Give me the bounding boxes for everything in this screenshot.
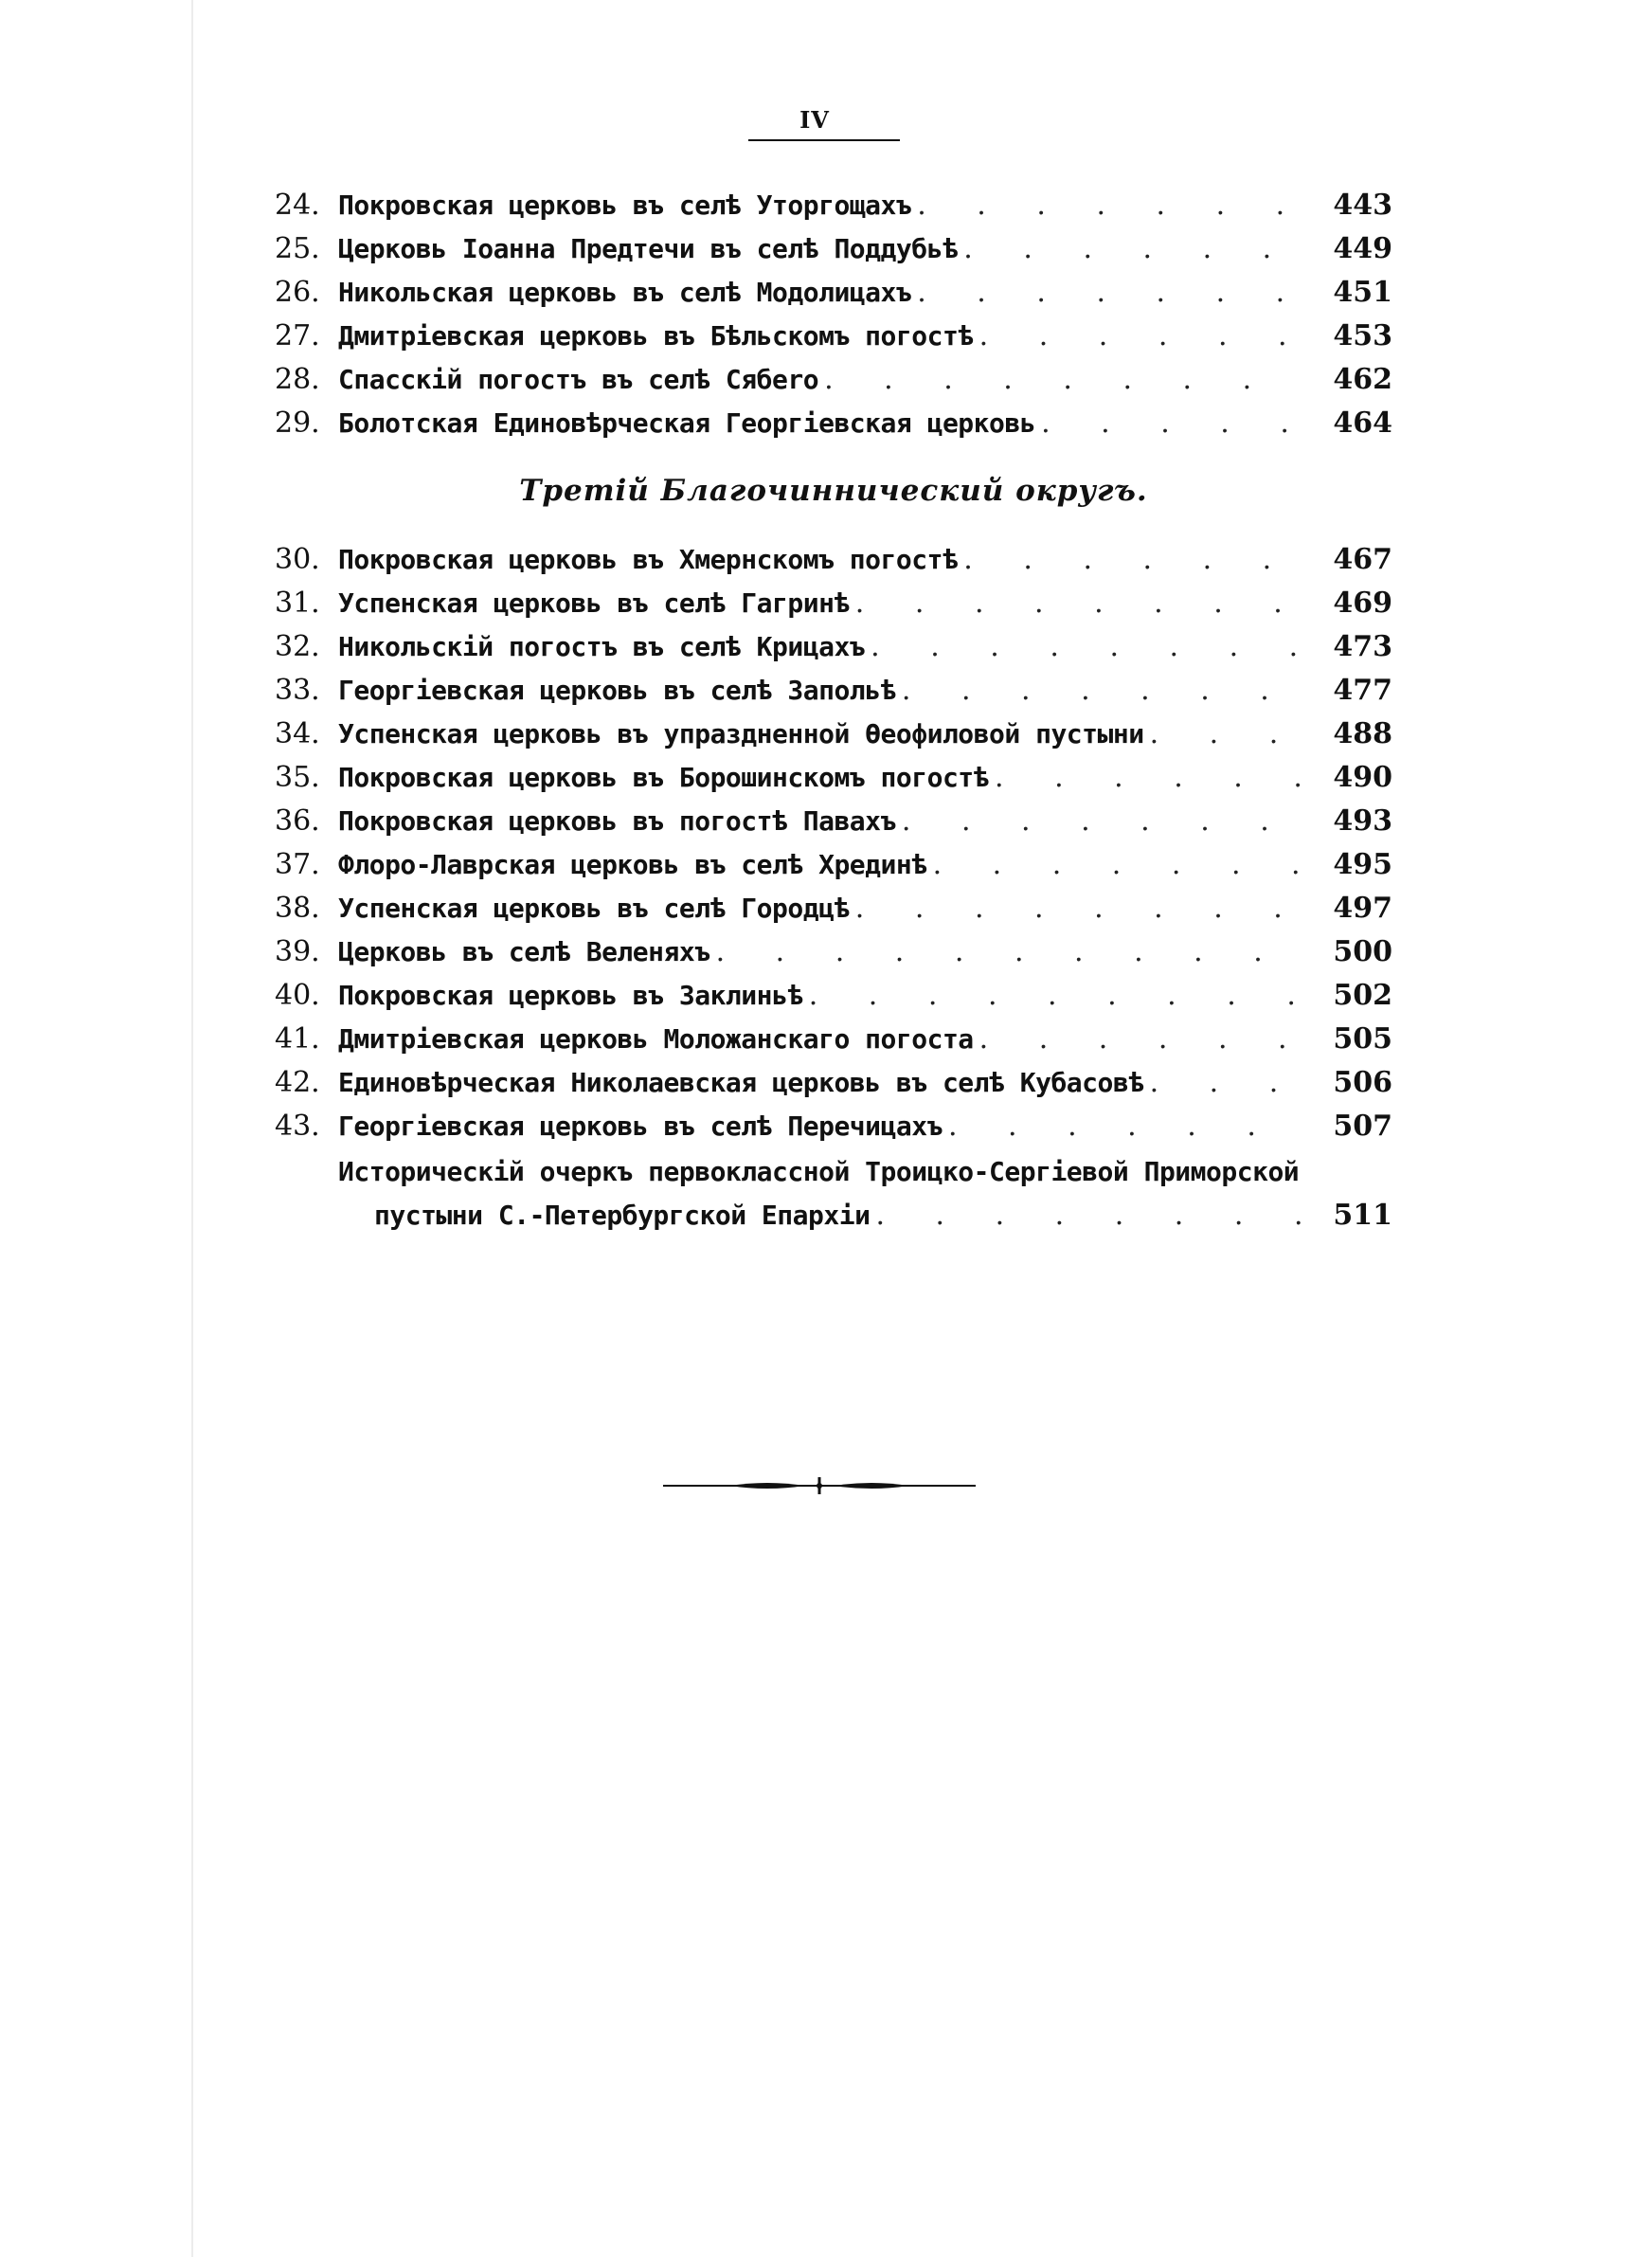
toc-group-1 xyxy=(275,184,1392,445)
dot-leader xyxy=(958,227,1301,271)
dot-leader xyxy=(865,625,1301,669)
entry-number: 43. xyxy=(275,1110,320,1143)
entry-title: Никольская церковь въ селѣ Модолицахъ xyxy=(338,277,912,308)
toc-entry xyxy=(275,1018,1392,1061)
dot-leader xyxy=(1144,1061,1302,1105)
dot-leader xyxy=(850,887,1302,930)
entry-number: 38. xyxy=(275,892,320,925)
toc-entry xyxy=(275,669,1392,713)
entry-number: 31. xyxy=(275,587,320,620)
entry-title: Георгіевская церковь въ селѣ Перечицахъ xyxy=(338,1110,943,1142)
appendix-page-number: 511 xyxy=(1333,1199,1392,1232)
entry-number: 34. xyxy=(275,717,320,750)
dot-leader xyxy=(911,184,1301,227)
entry-title: Церковь Іоанна Предтечи въ селѣ Поддубьѣ xyxy=(338,233,959,264)
entry-number: 37. xyxy=(275,848,320,881)
entry-number: 39. xyxy=(275,935,320,968)
entry-number: 25. xyxy=(275,232,320,265)
toc-entry xyxy=(275,756,1392,800)
entry-page-number: 473 xyxy=(1333,630,1392,663)
dot-leader xyxy=(911,271,1301,315)
entry-number: 36. xyxy=(275,804,320,838)
entry-title: Георгіевская церковь въ селѣ Запольѣ xyxy=(338,675,896,706)
dot-leader xyxy=(974,1018,1302,1061)
entry-page-number: 490 xyxy=(1333,761,1392,794)
entry-number: 30. xyxy=(275,543,320,576)
entry-number: 29. xyxy=(275,406,320,440)
appendix-title-line-2-row xyxy=(374,1194,1392,1237)
dot-leader xyxy=(870,1194,1301,1237)
toc-entry xyxy=(275,582,1392,625)
entry-number: 33. xyxy=(275,674,320,707)
entry-number: 35. xyxy=(275,761,320,794)
entry-page-number: 462 xyxy=(1333,363,1392,396)
ornament-divider-icon xyxy=(663,1474,976,1497)
entry-page-number: 451 xyxy=(1333,276,1392,309)
dot-leader xyxy=(1144,713,1302,756)
toc-entry xyxy=(275,184,1392,227)
entry-number: 42. xyxy=(275,1066,320,1099)
dot-leader xyxy=(958,538,1301,582)
section-heading: Третій Благочиннический округъ. xyxy=(519,474,1148,508)
entry-number: 41. xyxy=(275,1022,320,1056)
entry-page-number: 497 xyxy=(1333,892,1392,925)
toc-entry xyxy=(275,930,1392,974)
dot-leader xyxy=(1035,402,1301,445)
dot-leader xyxy=(974,315,1302,358)
entry-page-number: 506 xyxy=(1333,1066,1392,1099)
toc-entry xyxy=(275,1061,1392,1105)
entry-page-number: 449 xyxy=(1333,232,1392,265)
toc-entry xyxy=(275,315,1392,358)
dot-leader xyxy=(896,669,1302,713)
dot-leader xyxy=(803,974,1302,1018)
toc-entry xyxy=(275,538,1392,582)
entry-title: Дмитріевская церковь Моложанскаго погоста xyxy=(338,1023,974,1055)
dot-leader xyxy=(818,358,1301,402)
entry-page-number: 488 xyxy=(1333,717,1392,750)
toc-entry xyxy=(275,974,1392,1018)
entry-title: Покровская церковь въ Хмернскомъ погостѣ xyxy=(338,544,959,575)
dot-leader xyxy=(850,582,1302,625)
header-rule xyxy=(748,139,900,141)
entry-page-number: 505 xyxy=(1333,1022,1392,1056)
toc-group-2 xyxy=(275,538,1392,1148)
entry-title: Успенская церковь въ селѣ Гагринѣ xyxy=(338,587,850,619)
toc-entry xyxy=(275,271,1392,315)
toc-entry xyxy=(275,1105,1392,1148)
toc-entry xyxy=(275,625,1392,669)
entry-title: Покровская церковь въ селѣ Уторгощахъ xyxy=(338,190,912,221)
toc-entry xyxy=(275,843,1392,887)
entry-title: Единовѣрческая Николаевская церковь въ селѣ Кубасовѣ xyxy=(338,1067,1144,1098)
dot-leader xyxy=(710,930,1302,974)
entry-number: 27. xyxy=(275,319,320,352)
entry-title: Церковь въ селѣ Веленяхъ xyxy=(338,936,710,967)
scan-edge xyxy=(191,0,193,2257)
entry-page-number: 467 xyxy=(1333,543,1392,576)
toc-entry xyxy=(275,713,1392,756)
entry-page-number: 502 xyxy=(1333,979,1392,1012)
appendix-title-line-2: пустыни С.-Петербургской Епархіи xyxy=(374,1200,871,1231)
appendix-title-line-1: Историческій очеркъ первоклассной Троицко-Сергіевой Приморской xyxy=(338,1156,1300,1187)
entry-page-number: 453 xyxy=(1333,319,1392,352)
entry-page-number: 443 xyxy=(1333,189,1392,222)
toc-entry xyxy=(275,227,1392,271)
entry-title: Покровская церковь въ погостѣ Павахъ xyxy=(338,805,896,837)
toc-entry xyxy=(275,887,1392,930)
entry-title: Дмитріевская церковь въ Бѣльскомъ погостѣ xyxy=(338,320,974,352)
entry-page-number: 464 xyxy=(1333,406,1392,440)
entry-title: Покровская церковь въ Борошинскомъ погостѣ xyxy=(338,762,990,793)
dot-leader xyxy=(943,1105,1301,1148)
entry-page-number: 495 xyxy=(1333,848,1392,881)
entry-page-number: 507 xyxy=(1333,1110,1392,1143)
entry-page-number: 477 xyxy=(1333,674,1392,707)
entry-number: 24. xyxy=(275,189,320,222)
entry-page-number: 469 xyxy=(1333,587,1392,620)
entry-title: Спасскій погостъ въ селѣ Сябero xyxy=(338,364,819,395)
entry-page-number: 493 xyxy=(1333,804,1392,838)
page-number: IV xyxy=(799,106,830,134)
entry-title: Никольскій погостъ въ селѣ Крицахъ xyxy=(338,631,866,662)
entry-title: Успенская церковь въ селѣ Городцѣ xyxy=(338,893,850,924)
dot-leader xyxy=(896,800,1302,843)
entry-title: Покровская церковь въ Заклиньѣ xyxy=(338,980,803,1011)
toc-entry xyxy=(275,358,1392,402)
entry-number: 32. xyxy=(275,630,320,663)
entry-number: 40. xyxy=(275,979,320,1012)
entry-title: Флоро-Лаврская церковь въ селѣ Хрединѣ xyxy=(338,849,927,880)
entry-number: 26. xyxy=(275,276,320,309)
entry-title: Успенская церковь въ упраздненной Ѳеофиловой пустыни xyxy=(338,718,1144,749)
entry-number: 28. xyxy=(275,363,320,396)
toc-entry xyxy=(275,402,1392,445)
entry-page-number: 500 xyxy=(1333,935,1392,968)
dot-leader xyxy=(927,843,1302,887)
dot-leader xyxy=(989,756,1301,800)
entry-title: Болотская Единовѣрческая Георгіевская церковь xyxy=(338,407,1036,439)
toc-entry xyxy=(275,800,1392,843)
